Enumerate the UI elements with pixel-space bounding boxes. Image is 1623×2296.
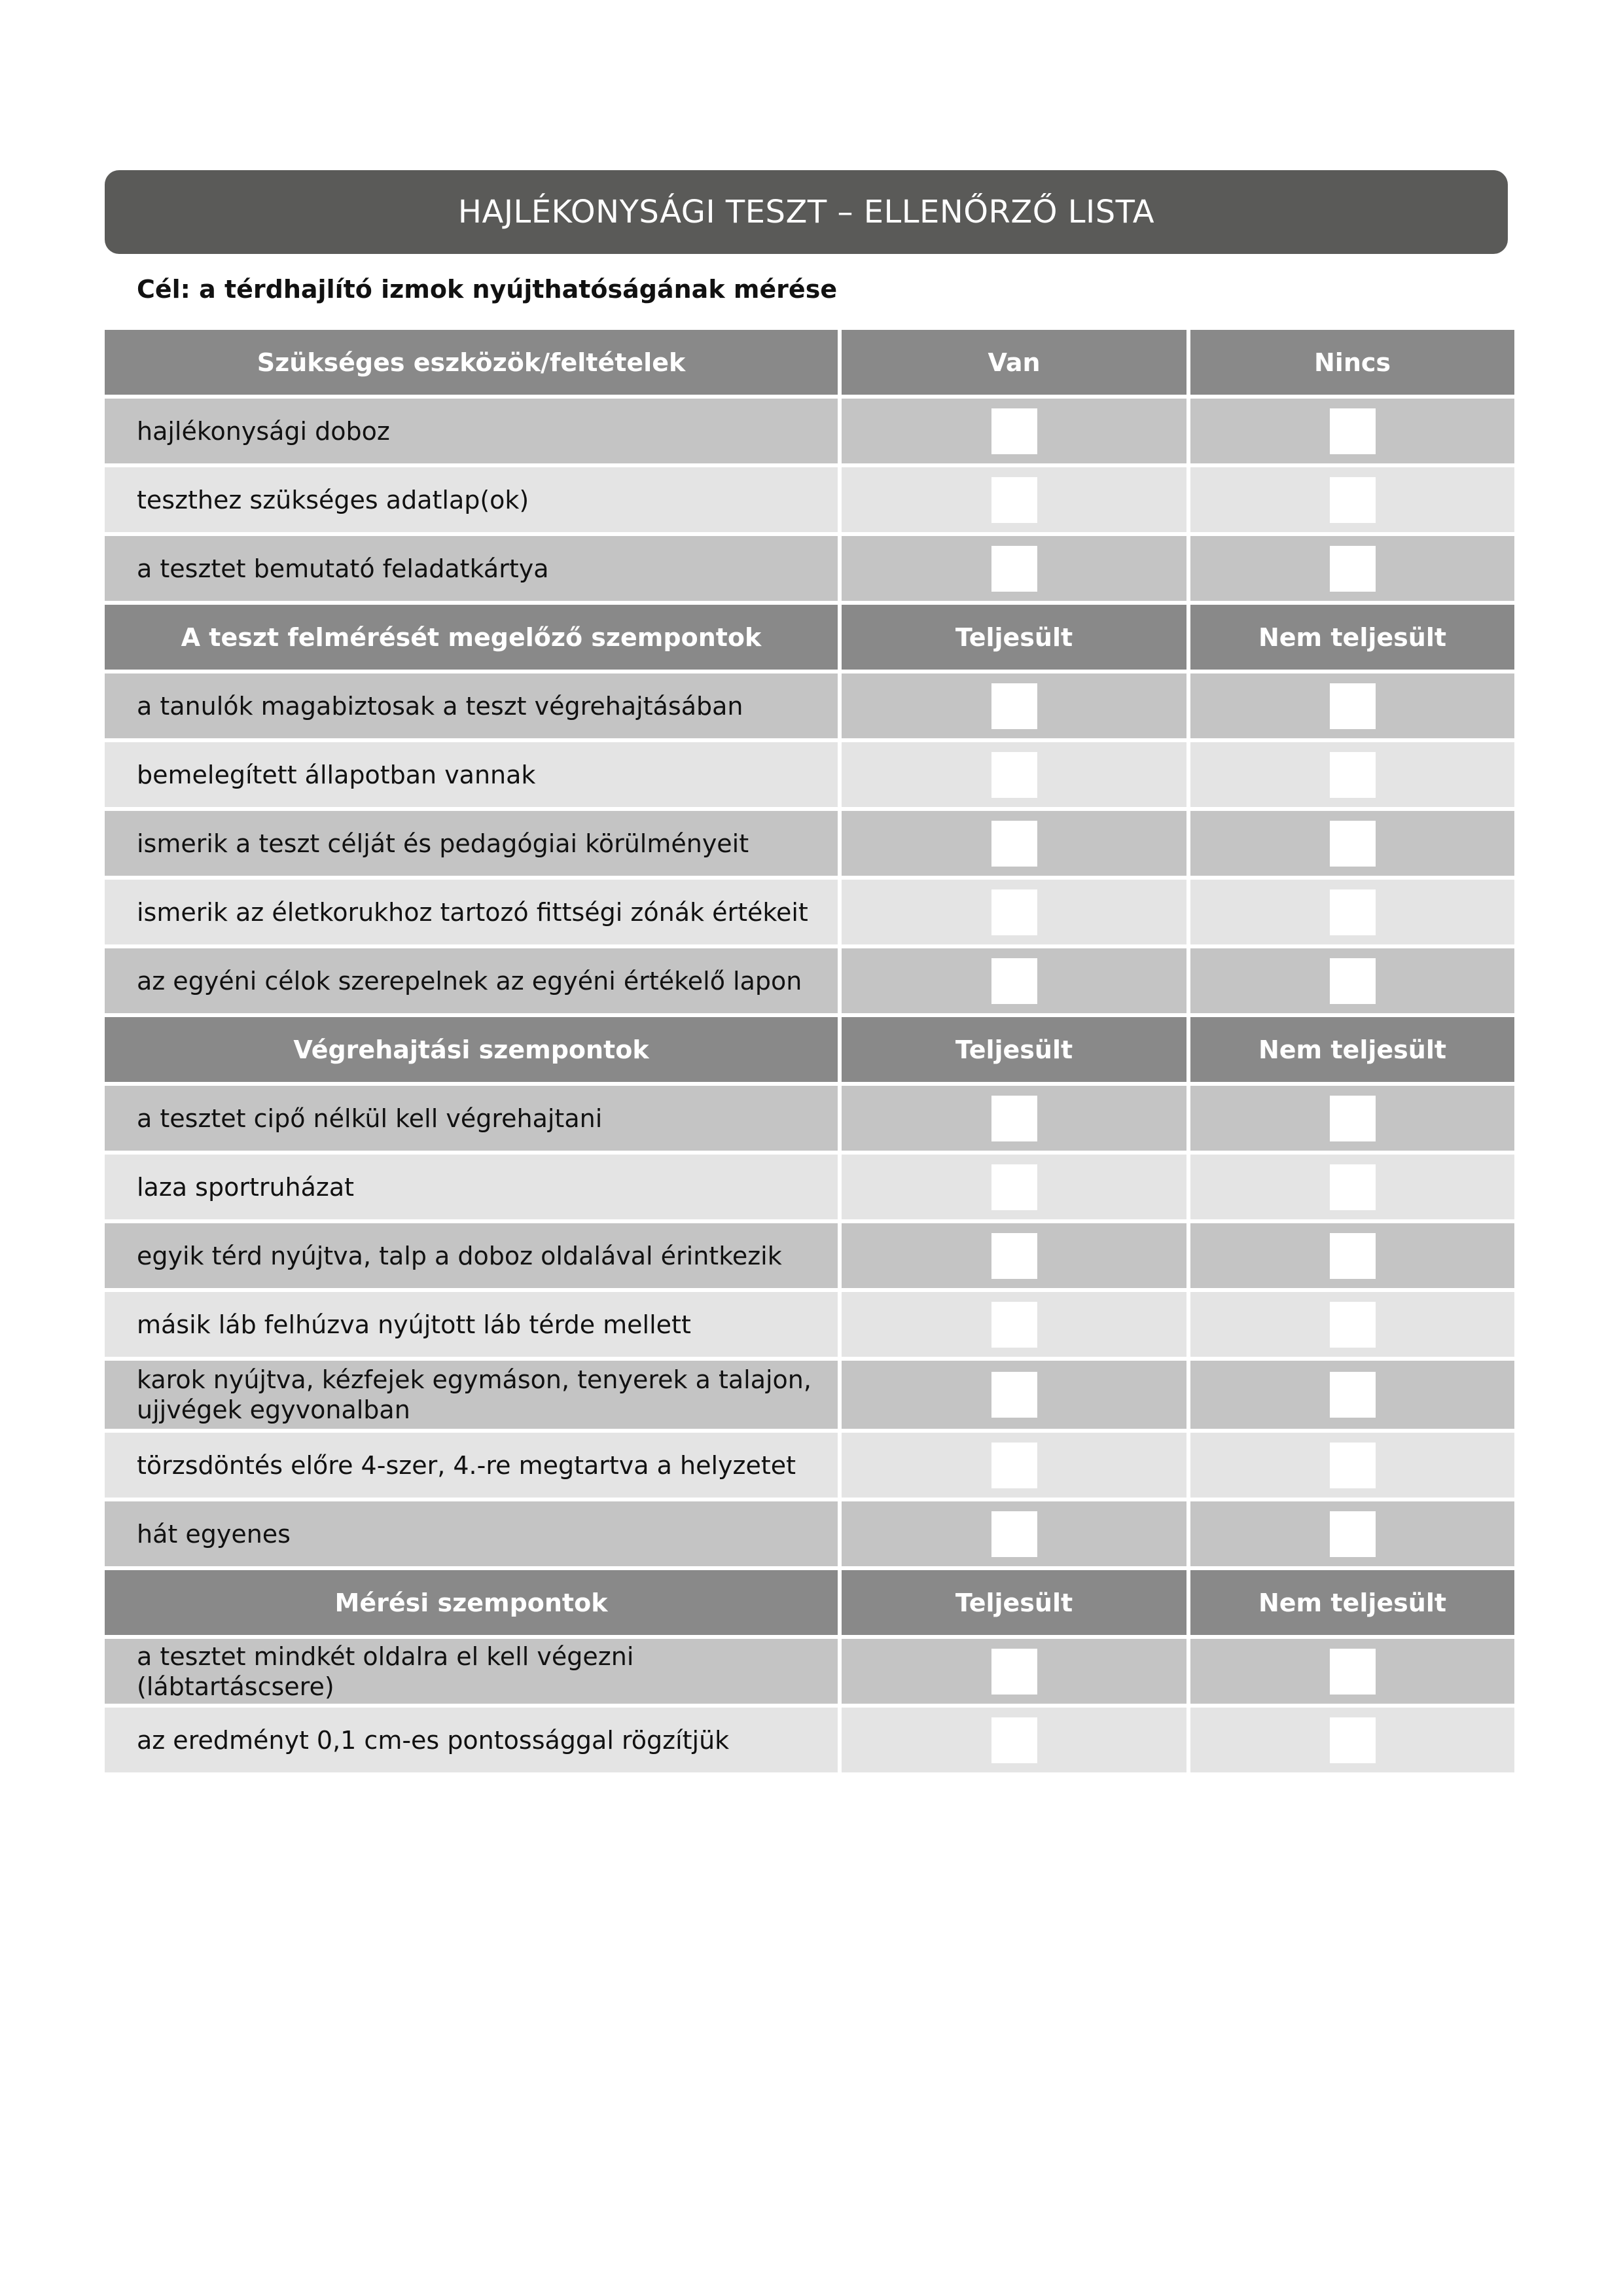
check-cell-negative (1190, 536, 1514, 601)
checklist-item-label: bemelegített állapotban vannak (105, 742, 838, 807)
checklist-row (105, 1639, 1510, 1704)
checkbox-negative[interactable] (1330, 1233, 1376, 1279)
check-cell-positive (842, 1708, 1186, 1772)
section-header (105, 1017, 1510, 1082)
check-cell-positive (842, 673, 1186, 738)
checklist-row (105, 880, 1510, 944)
checkbox-negative[interactable] (1330, 683, 1376, 729)
checklist-item-label: a tesztet bemutató feladatkártya (105, 536, 838, 601)
check-cell-negative (1190, 1086, 1514, 1151)
checkbox-negative[interactable] (1330, 821, 1376, 867)
checklist-row (105, 742, 1510, 807)
check-cell-negative (1190, 1433, 1514, 1498)
checklist-item-label: az egyéni célok szerepelnek az egyéni értékelő lapon (105, 948, 838, 1013)
check-cell-positive (842, 742, 1186, 807)
column-header-positive: Teljesült (842, 1570, 1186, 1635)
checkbox-negative[interactable] (1330, 1302, 1376, 1348)
checkbox-negative[interactable] (1330, 752, 1376, 798)
checklist-row (105, 948, 1510, 1013)
check-cell-negative (1190, 1361, 1514, 1429)
check-cell-positive (842, 948, 1186, 1013)
checkbox-positive[interactable] (991, 1164, 1037, 1210)
checklist-item-label: a tanulók magabiztosak a teszt végrehajtásában (105, 673, 838, 738)
checkbox-negative[interactable] (1330, 1511, 1376, 1557)
checkbox-positive[interactable] (991, 1372, 1037, 1418)
checklist-item-label: ismerik a teszt célját és pedagógiai körülményeit (105, 811, 838, 876)
checkbox-positive[interactable] (991, 408, 1037, 454)
column-header-positive: Van (842, 330, 1186, 395)
check-cell-positive (842, 1433, 1186, 1498)
checkbox-positive[interactable] (991, 958, 1037, 1004)
checklist-row (105, 811, 1510, 876)
check-cell-negative (1190, 811, 1514, 876)
checkbox-negative[interactable] (1330, 477, 1376, 523)
column-header-negative: Nincs (1190, 330, 1514, 395)
goal-text: Cél: a térdhajlító izmok nyújthatóságának mérése (137, 275, 838, 304)
checklist-row (105, 467, 1510, 532)
column-header-negative: Nem teljesült (1190, 605, 1514, 670)
checkbox-positive[interactable] (991, 821, 1037, 867)
checkbox-negative[interactable] (1330, 1717, 1376, 1763)
section-title: A teszt felmérését megelőző szempontok (105, 605, 838, 670)
checklist-row (105, 1501, 1510, 1566)
checklist-row (105, 1433, 1510, 1498)
checklist-item-label: karok nyújtva, kézfejek egymáson, tenyerek a talajon, ujjvégek egyvonalban (105, 1361, 838, 1429)
checklist-item-label: hajlékonysági doboz (105, 399, 838, 463)
section-title: Végrehajtási szempontok (105, 1017, 838, 1082)
checklist-item-label: a tesztet mindkét oldalra el kell végezni (lábtartáscsere) (105, 1639, 838, 1704)
section-title: Szükséges eszközök/feltételek (105, 330, 838, 395)
checkbox-negative[interactable] (1330, 958, 1376, 1004)
check-cell-negative (1190, 1292, 1514, 1357)
check-cell-negative (1190, 1639, 1514, 1704)
check-cell-positive (842, 1501, 1186, 1566)
check-cell-negative (1190, 742, 1514, 807)
check-cell-negative (1190, 1708, 1514, 1772)
page-title: HAJLÉKONYSÁGI TESZT – ELLENŐRZŐ LISTA (105, 170, 1508, 254)
section-title: Mérési szempontok (105, 1570, 838, 1635)
checklist-item-label: laza sportruházat (105, 1155, 838, 1219)
check-cell-negative (1190, 1223, 1514, 1288)
checkbox-negative[interactable] (1330, 1443, 1376, 1488)
check-cell-positive (842, 467, 1186, 532)
column-header-negative: Nem teljesült (1190, 1570, 1514, 1635)
checklist-item-label: egyik térd nyújtva, talp a doboz oldalával érintkezik (105, 1223, 838, 1288)
column-header-negative: Nem teljesült (1190, 1017, 1514, 1082)
check-cell-negative (1190, 1155, 1514, 1219)
checklist-row (105, 1155, 1510, 1219)
column-header-positive: Teljesült (842, 1017, 1186, 1082)
checkbox-positive[interactable] (991, 477, 1037, 523)
checkbox-positive[interactable] (991, 1649, 1037, 1695)
check-cell-positive (842, 1223, 1186, 1288)
checklist-item-label: törzsdöntés előre 4-szer, 4.-re megtartva a helyzetet (105, 1433, 838, 1498)
checklist-row (105, 1223, 1510, 1288)
check-cell-negative (1190, 673, 1514, 738)
checklist-row (105, 1708, 1510, 1772)
checklist-item-label: a tesztet cipő nélkül kell végrehajtani (105, 1086, 838, 1151)
checkbox-positive[interactable] (991, 1717, 1037, 1763)
checklist-item-label: az eredményt 0,1 cm-es pontossággal rögzítjük (105, 1708, 838, 1772)
checklist-item-label: ismerik az életkorukhoz tartozó fittségi zónák értékeit (105, 880, 838, 944)
checkbox-negative[interactable] (1330, 1096, 1376, 1141)
checkbox-positive[interactable] (991, 683, 1037, 729)
checklist-row (105, 1086, 1510, 1151)
checkbox-negative[interactable] (1330, 889, 1376, 935)
checklist-row (105, 673, 1510, 738)
checkbox-negative[interactable] (1330, 1164, 1376, 1210)
check-cell-negative (1190, 399, 1514, 463)
check-cell-positive (842, 1361, 1186, 1429)
checklist-item-label: másik láb felhúzva nyújtott láb térde mellett (105, 1292, 838, 1357)
checklist-row (105, 536, 1510, 601)
checklist-row (105, 1292, 1510, 1357)
checkbox-positive[interactable] (991, 1443, 1037, 1488)
checklist-item-label: hát egyenes (105, 1501, 838, 1566)
checkbox-positive[interactable] (991, 1096, 1037, 1141)
checkbox-positive[interactable] (991, 1511, 1037, 1557)
check-cell-negative (1190, 467, 1514, 532)
checkbox-negative[interactable] (1330, 546, 1376, 592)
checkbox-positive[interactable] (991, 1233, 1037, 1279)
section-header (105, 1570, 1510, 1635)
checkbox-positive[interactable] (991, 752, 1037, 798)
checkbox-positive[interactable] (991, 889, 1037, 935)
checkbox-negative[interactable] (1330, 1372, 1376, 1418)
check-cell-positive (842, 1292, 1186, 1357)
section-header (105, 605, 1510, 670)
check-cell-negative (1190, 948, 1514, 1013)
checklist-row (105, 1361, 1510, 1429)
check-cell-positive (842, 399, 1186, 463)
check-cell-negative (1190, 880, 1514, 944)
check-cell-negative (1190, 1501, 1514, 1566)
check-cell-positive (842, 811, 1186, 876)
check-cell-positive (842, 880, 1186, 944)
checkbox-negative[interactable] (1330, 1649, 1376, 1695)
section-header (105, 330, 1510, 395)
checklist-table (105, 330, 1510, 1776)
check-cell-positive (842, 1086, 1186, 1151)
checkbox-positive[interactable] (991, 1302, 1037, 1348)
checkbox-positive[interactable] (991, 546, 1037, 592)
check-cell-positive (842, 1155, 1186, 1219)
check-cell-positive (842, 1639, 1186, 1704)
checklist-row (105, 399, 1510, 463)
column-header-positive: Teljesült (842, 605, 1186, 670)
checklist-item-label: teszthez szükséges adatlap(ok) (105, 467, 838, 532)
check-cell-positive (842, 536, 1186, 601)
checkbox-negative[interactable] (1330, 408, 1376, 454)
